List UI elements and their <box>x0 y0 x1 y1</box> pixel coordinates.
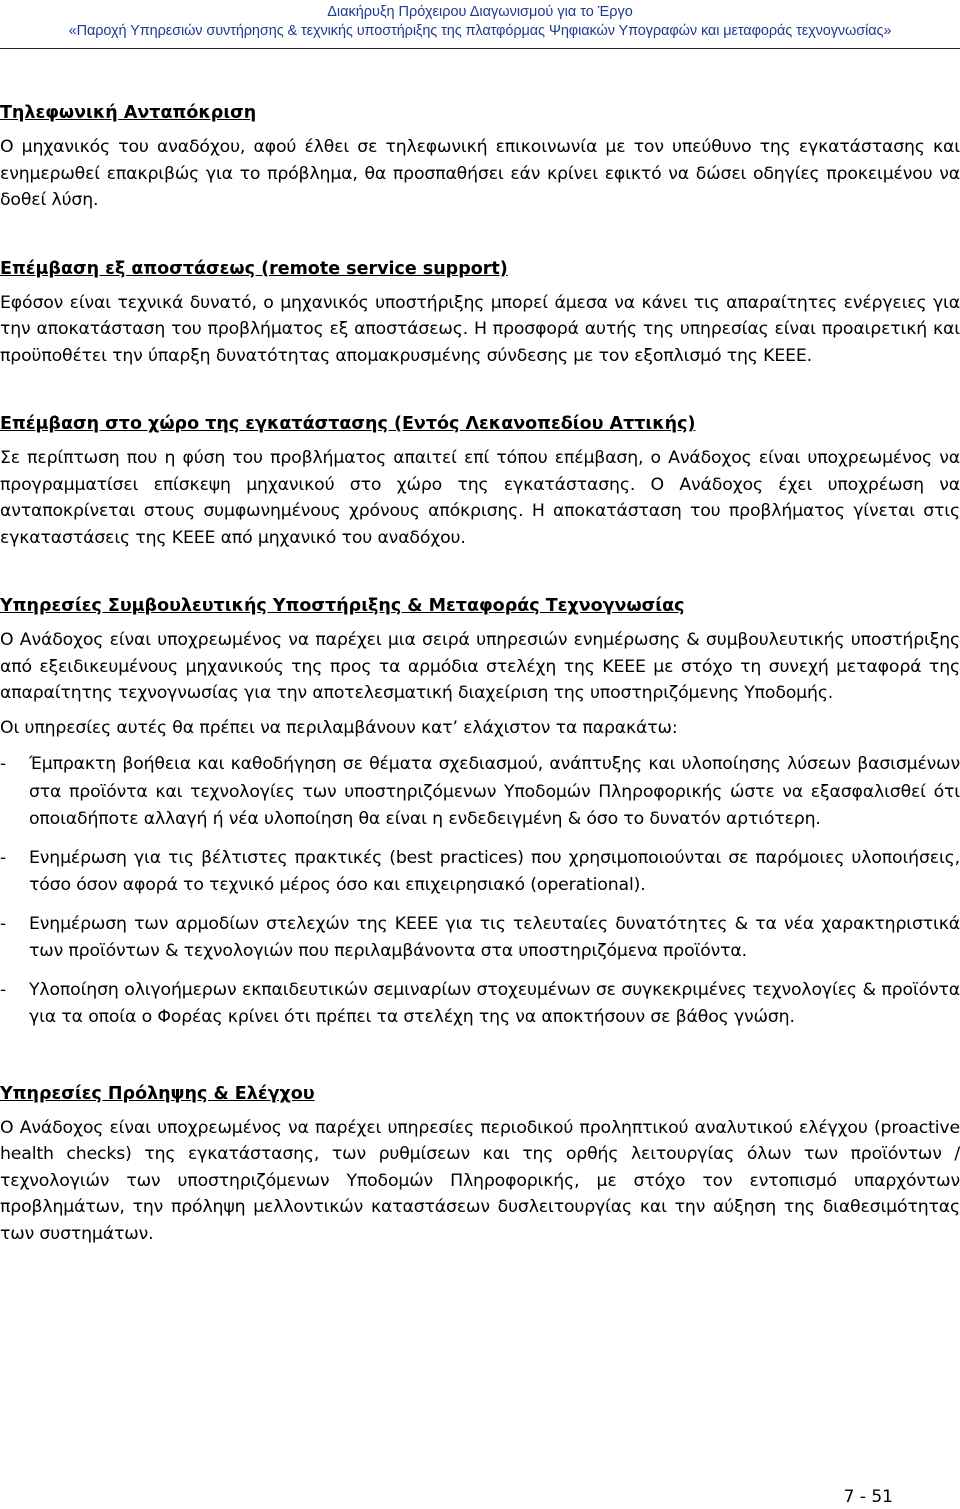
document-body <box>0 100 960 1247</box>
paragraph: Σε περίπτωση που η φύση του προβλήματος απαιτεί επί τόπου επέμβαση, ο Ανάδοχος είναι υποχρεωμένος να προγραμματίσει επίσκεψη μηχανικού στο χώρο της εγκατάστασης. Ο Ανάδοχος έχει υποχρέωση να ανταποκρίνεται στους συμφωνημένους χρόνους απόκρισης. Η αποκατάσταση του προβλήματος γίνεται στις εγκαταστάσεις της ΚΕΕΕ από μηχανικό του αναδόχου. <box>0 448 960 548</box>
paragraph: Ο μηχανικός του αναδόχου, αφού έλθει σε τηλεφωνική επικοινωνία με τον υπεύθυνο της εγκατάστασης και ενημερωθεί επακριβώς για το πρόβλημα, θα προσπαθήσει εάν κρίνει εφικτό να δώσει οδηγίες προκειμένου να δοθεί λύση. <box>0 137 960 210</box>
section-title: Υπηρεσίες Πρόληψης & Ελέγχου <box>0 1083 315 1104</box>
list-item <box>0 911 960 966</box>
section-telephone-response <box>0 100 960 214</box>
dash-bullet: - <box>0 847 7 868</box>
header-project-title: «Παροχή Υπηρεσιών συντήρησης & τεχνικής υποστήριξης της πλατφόρμας Ψηφιακών Υπογραφών και μεταφοράς τεχνογνωσίας» <box>68 23 892 39</box>
page-number: 7 - 51 <box>843 1487 893 1507</box>
paragraph: Ο Ανάδοχος είναι υποχρεωμένος να παρέχει υπηρεσίες περιοδικού προληπτικού αναλυτικού ελέγχου (proactive health checks) της εγκατάστασης, των ρυθμίσεων και της ορθής λειτουργίας όλων των προϊόντων / τεχνολογιών των υποστηριζόμενων Υποδομών Πληροφορικής, με στόχο τον εντοπισμό υπαρχόντων προβλημάτων, την πρόληψη μελλοντικών καταστάσεων δυσλειτουργίας και την αύξηση της διαθεσιμότητας των συστημάτων. <box>0 1117 960 1244</box>
section-consulting-services <box>0 593 960 1032</box>
list-item <box>0 751 960 834</box>
section-remote-support <box>0 256 960 370</box>
section-prevention-control <box>0 1081 960 1248</box>
section-onsite-intervention <box>0 411 960 551</box>
dash-bullet: - <box>0 913 7 934</box>
header-divider <box>0 48 960 49</box>
paragraph: Εφόσον είναι τεχνικά δυνατό, ο μηχανικός υποστήριξης μπορεί άμεσα να κάνει τις απαραίτητες ενέργειες για την αποκατάσταση του προβλήματος εξ αποστάσεως. Η προσφορά αυτής της υπηρεσίας είναι προαιρετική και προϋποθέτει την ύπαρξη δυνατότητας απομακρυσμένης σύνδεσης με τον εξοπλισμό της ΚΕΕΕ. <box>0 292 960 366</box>
paragraph: Οι υπηρεσίες αυτές θα πρέπει να περιλαμβάνουν κατ’ ελάχιστον τα παρακάτω: <box>0 717 678 738</box>
page-header <box>0 3 960 41</box>
list-item-text: Ενημέρωση για τις βέλτιστες πρακτικές (best practices) που χρησιμοποιούνται σε παρόμοιες υλοποιήσεις, τόσο όσον αφορά το τεχνικό μέρος όσο και επιχειρησιακό (operational). <box>29 847 960 895</box>
paragraph: Ο Ανάδοχος είναι υποχρεωμένος να παρέχει μια σειρά υπηρεσιών ενημέρωσης & συμβουλευτικής υποστήριξης από εξειδικευμένους μηχανικούς της προς τα αρμόδια στελέχη της ΚΕΕΕ με στόχο τη συνεχή μεταφορά της απαραίτητης τεχνογνωσίας για την αποτελεσματική διαχείριση της υποστηριζόμενης Υποδομής. <box>0 630 960 703</box>
section-title: Τηλεφωνική Ανταπόκριση <box>0 103 257 123</box>
header-document-title: Διακήρυξη Πρόχειρου Διαγωνισμού για το Έργο <box>327 4 633 20</box>
section-title: Επέμβαση εξ αποστάσεως (remote service support) <box>0 258 508 279</box>
section-title: Επέμβαση στο χώρο της εγκατάστασης (Εντός Λεκανοπεδίου Αττικής) <box>0 414 696 434</box>
list-item <box>0 977 960 1032</box>
dash-bullet: - <box>0 754 7 774</box>
list-item-text: Έμπρακτη βοήθεια και καθοδήγηση σε θέματα σχεδιασμού, ανάπτυξης και υλοποίησης λύσεων βασισμένων στα προϊόντα και τεχνολογίες των υποστηριζόμενων Υποδομών Πληροφορικής ώστε να εξασφαλισθεί ότι οποιαδήποτε αλλαγή ή νέα υλοποίηση θα είναι η ενδεδειγμένη & όσο το δυνατόν αρτιότερη. <box>29 754 960 829</box>
list-item-text: Υλοποίηση ολιγοήμερων εκπαιδευτικών σεμιναρίων στοχευμένων σε συγκεκριμένες τεχνολογίες & προϊόντα για τα οποία ο Φορέας κρίνει ότι πρέπει τα στελέχη της να αποκτήσουν σε βάθος γνώση. <box>29 979 960 1027</box>
bullet-list <box>0 751 960 1032</box>
list-item <box>0 845 960 900</box>
section-title: Υπηρεσίες Συμβουλευτικής Υποστήριξης & Μεταφοράς Τεχνογνωσίας <box>0 596 685 616</box>
dash-bullet: - <box>0 979 7 1000</box>
list-item-text: Ενημέρωση των αρμοδίων στελεχών της ΚΕΕΕ για τις τελευταίες δυνατότητες & τα νέα χαρακτηριστικά των προϊόντων & τεχνολογιών που περιλαμβάνοντα στα υποστηριζόμενα προϊόντα. <box>29 913 960 961</box>
